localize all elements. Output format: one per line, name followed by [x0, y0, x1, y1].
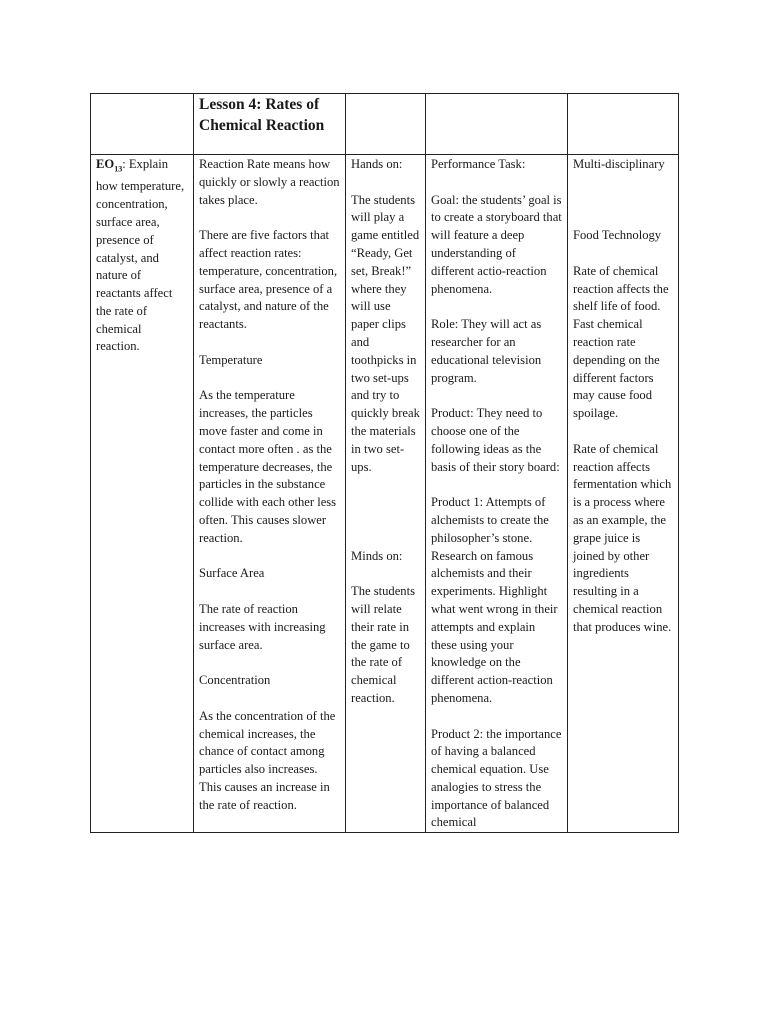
minds-on-label: Minds on:: [351, 548, 403, 563]
integration-subject: Food Technology: [573, 228, 662, 243]
integration-note: Rate of chemical reaction affects fermentation which is a process where as an example, the grape juice is joined by other ingredients resulting in a chemical reaction that produces wine.: [573, 441, 675, 634]
integration-label: Multi-disciplinary: [573, 157, 665, 171]
content-subheading: Temperature: [199, 352, 263, 367]
assessment-paragraph: Role: They will act as researcher for an educational television program.: [431, 317, 545, 385]
content-paragraph: The rate of reaction increases with increasing surface area.: [199, 601, 329, 652]
content-paragraph: Reaction Rate means how quickly or slowly a reaction takes place.: [199, 157, 343, 207]
assessment-paragraph: Product 1: Attempts of alchemists to create the philosopher’s stone. Research on famous alchemists and their experiments. Highlight what went wrong in their attempts and explain these using your knowledge on the different action-reaction phenomena.: [431, 495, 561, 705]
assessment-paragraph: Goal: the students’ goal is to create a storyboard that will feature a deep understanding of different actio-reaction phenomena.: [431, 192, 565, 296]
lesson-plan-table: [90, 93, 679, 833]
table-row: [91, 155, 679, 833]
objective-code: $EO_{13}$: [96, 157, 123, 174]
header-cell-lesson: [194, 94, 346, 155]
content-cell: [194, 155, 346, 833]
integration-cell: [568, 155, 679, 833]
content-paragraph: As the concentration of the chemical increases, the chance of contact among particles also increases. This causes an increase in the rate of reaction.: [199, 708, 339, 812]
integration-note: Rate of chemical reaction affects the shelf life of food. Fast chemical reaction rate depending on the different factors may cause food spoilage.: [573, 263, 672, 421]
lesson-title: Lesson 4: Rates of Chemical Reaction: [199, 96, 325, 134]
content-paragraph: There are five factors that affect reaction rates: temperature, concentration, surface area, presence of a catalyst, and nature of the reactants.: [199, 228, 341, 332]
header-cell-empty: [346, 94, 426, 155]
header-cell-empty: [91, 94, 194, 155]
header-cell-empty: [426, 94, 568, 155]
assessment-paragraph: Product: They need to choose one of the following ideas as the basis of their story board:: [431, 406, 560, 474]
assessment-cell: [426, 155, 568, 833]
objective-cell: [91, 155, 194, 833]
objective-text: $EO_{13}$: Explain how temperature, concentration, surface area, presence of catalyst, and nature of reactants affect the rate of chemical reaction.: [96, 157, 188, 354]
header-cell-empty: [568, 94, 679, 155]
assessment-paragraph: Product 2: the importance of having a balanced chemical equation. Use analogies to stress the importance of balanced chemical: [431, 726, 565, 830]
activities-cell: [346, 155, 426, 833]
content-subheading: Surface Area: [199, 566, 265, 581]
content-subheading: Concentration: [199, 673, 271, 688]
table-header-row: [91, 94, 679, 155]
content-paragraph: As the temperature increases, the particles move faster and come in contact more often . as the temperature decreases, the particles in the substance collide with each other less often. This causes slower reaction.: [199, 388, 340, 545]
hands-on-text: The students will play a game entitled “Ready, Get set, Break!” where they will use paper clips and toothpicks in two set-ups and try to quickly break the materials in two set-ups.: [351, 192, 424, 474]
hands-on-label: Hands on:: [351, 157, 403, 171]
assessment-heading: Performance Task:: [431, 157, 526, 171]
minds-on-text: The students will relate their rate in the game to the rate of chemical reaction.: [351, 584, 419, 705]
